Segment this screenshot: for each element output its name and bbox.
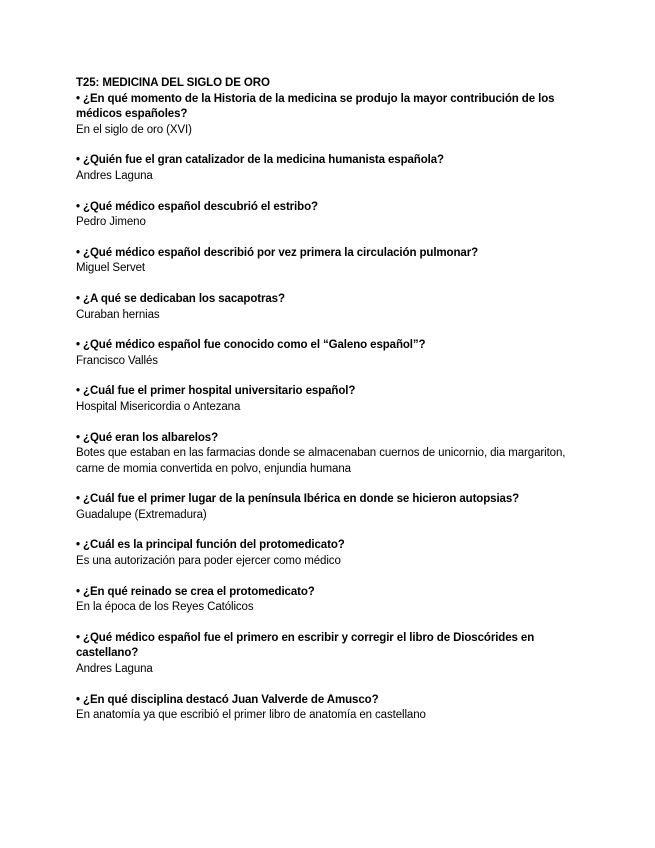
answer-text: Francisco Vallés — [76, 354, 158, 367]
document-page — [76, 76, 581, 739]
question-text: • ¿Qué médico español fue conocido como el “Galeno español”? — [76, 339, 426, 352]
question-text: • ¿En qué disciplina destacó Juan Valverde de Amusco? — [76, 693, 379, 706]
qa-item-12 — [76, 631, 581, 678]
qa-item-7 — [76, 384, 581, 415]
document-title: T25: MEDICINA DEL SIGLO DE ORO — [76, 77, 270, 89]
question-text: • ¿Qué médico español fue el primero en escribir y corregir el libro de Dioscórides en castellano? — [76, 631, 535, 660]
qa-item-10 — [76, 538, 581, 569]
qa-item-4 — [76, 246, 581, 277]
question-text: • ¿Quién fue el gran catalizador de la medicina humanista española? — [76, 154, 444, 167]
answer-text: Curaban hernias — [76, 308, 160, 321]
answer-text: Miguel Servet — [76, 262, 146, 275]
qa-item-3 — [76, 200, 581, 231]
question-text: • ¿Qué médico español descubrió el estribo? — [76, 200, 318, 213]
question-text: • ¿Qué médico español describió por vez primera la circulación pulmonar? — [76, 246, 478, 259]
answer-text: En el siglo de oro (XVI) — [76, 123, 192, 136]
question-text: • ¿A qué se dedicaban los sacapotras? — [76, 292, 285, 305]
answer-text: Botes que estaban en las farmacias donde se almacenaban cuernos de unicornio, dia margariton, carne de momia convertida en polvo, enjundia humana — [76, 447, 566, 475]
qa-item-8 — [76, 431, 581, 478]
answer-text: Andres Laguna — [76, 663, 153, 676]
answer-text: Hospital Misericordia o Antezana — [76, 400, 241, 413]
question-text: • ¿Cuál fue el primer hospital universitario español? — [76, 385, 356, 398]
question-text: • ¿En qué reinado se crea el protomedicato? — [76, 585, 315, 598]
question-text: • ¿Qué eran los albarelos? — [76, 431, 219, 444]
answer-text: En anatomía ya que escribió el primer libro de anatomía en castellano — [76, 709, 426, 722]
qa-item-5 — [76, 292, 581, 323]
question-text: • ¿Cuál es la principal función del protomedicato? — [76, 539, 345, 552]
answer-text: Andres Laguna — [76, 169, 153, 182]
qa-item-6 — [76, 338, 581, 369]
qa-item-9 — [76, 492, 581, 523]
qa-item-2 — [76, 153, 581, 184]
answer-text: Guadalupe (Extremadura) — [76, 508, 207, 521]
answer-text: Pedro Jimeno — [76, 216, 146, 229]
question-text: • ¿En qué momento de la Historia de la medicina se produjo la mayor contribución de los médicos españoles? — [76, 92, 555, 121]
qa-item-11 — [76, 585, 581, 616]
qa-item-1 — [76, 92, 581, 139]
answer-text: Es una autorización para poder ejercer como médico — [76, 555, 341, 568]
answer-text: En la época de los Reyes Católicos — [76, 601, 254, 614]
qa-item-13 — [76, 693, 581, 724]
question-text: • ¿Cuál fue el primer lugar de la península Ibérica en donde se hicieron autopsias? — [76, 493, 520, 506]
